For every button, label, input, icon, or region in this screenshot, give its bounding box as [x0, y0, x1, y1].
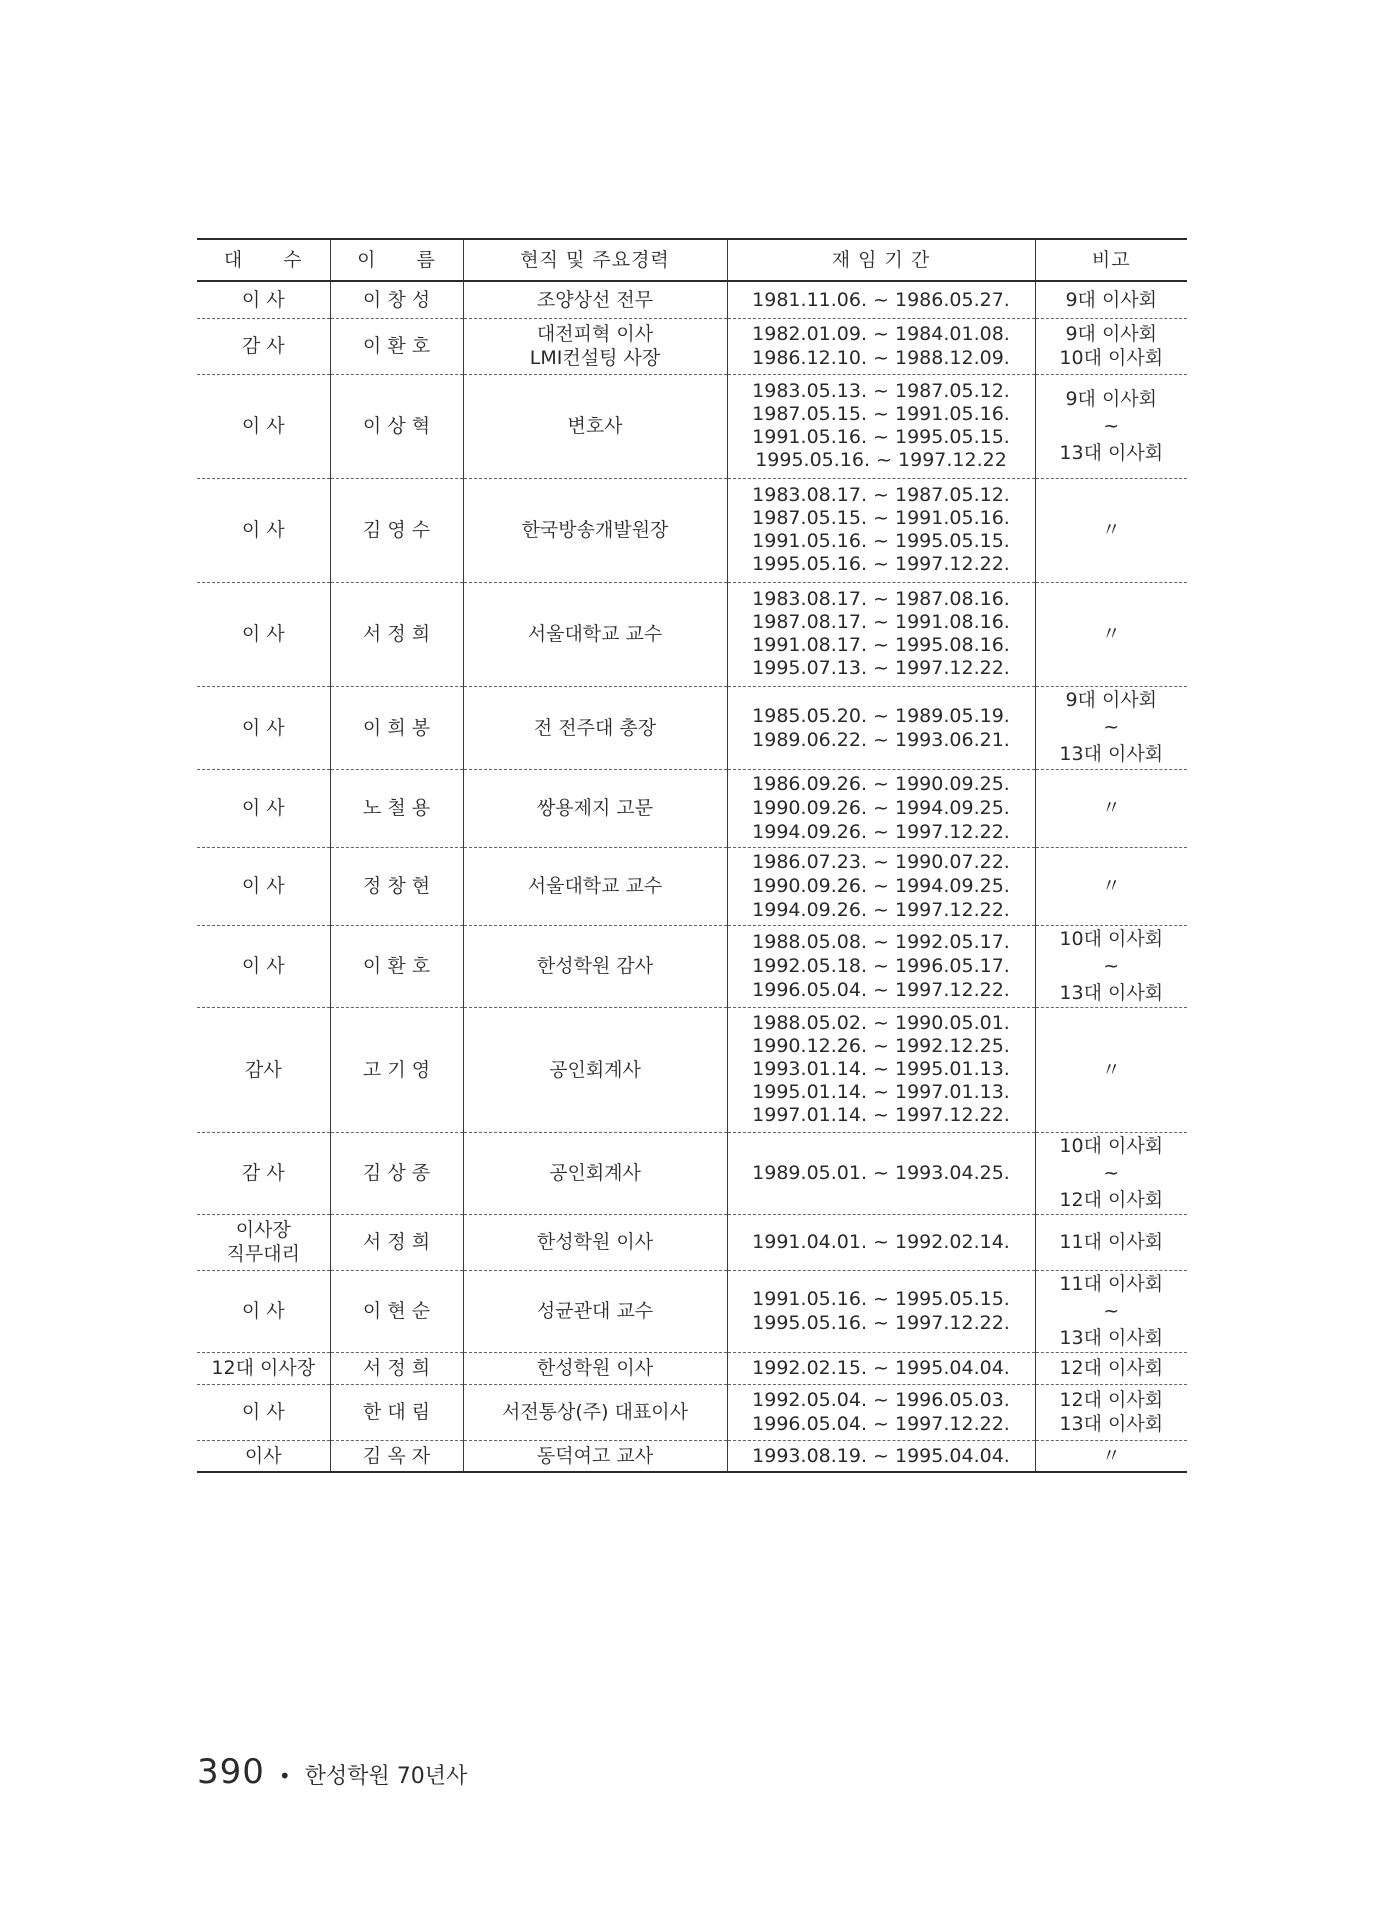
career-line: 성균관대 교수	[536, 1300, 654, 1322]
note-line: 12대 이사회	[1059, 1389, 1164, 1411]
cell-position	[197, 1352, 330, 1384]
book-title: 한성학원 70년사	[304, 1764, 468, 1789]
cell-note	[1035, 1270, 1187, 1352]
cell-position	[197, 281, 330, 318]
cell-position	[197, 1132, 330, 1214]
position-line: 이 사	[241, 955, 285, 977]
note-line: ~	[1103, 1161, 1120, 1184]
term-line: 1988.05.08. ~ 1992.05.17.	[752, 931, 1010, 953]
cell-note	[1035, 281, 1187, 318]
cell-career	[463, 1384, 727, 1440]
position-line: 이 사	[241, 288, 285, 311]
term-line: 1994.09.26. ~ 1997.12.22.	[752, 821, 1010, 843]
cell-term	[727, 582, 1035, 686]
position-line: 이 사	[241, 797, 285, 819]
table-body	[197, 281, 1187, 1472]
term-line: 1991.05.16. ~ 1995.05.15.	[752, 426, 1010, 448]
note-line: 〃	[1101, 797, 1121, 819]
cell-name	[330, 1440, 463, 1472]
table-row	[197, 769, 1187, 847]
career-line: 서울대학교 교수	[527, 875, 663, 897]
cell-name	[330, 769, 463, 847]
term-line: 1983.08.17. ~ 1987.08.16.	[752, 588, 1010, 610]
header-name: 이 름	[330, 239, 463, 281]
cell-term	[727, 478, 1035, 582]
term-line: 1986.09.26. ~ 1990.09.25.	[752, 773, 1010, 795]
cell-name	[330, 582, 463, 686]
table-row	[197, 582, 1187, 686]
cell-career	[463, 374, 727, 478]
position-line: 감사	[244, 1058, 282, 1081]
cell-term	[727, 1132, 1035, 1214]
header-note: 비고	[1035, 239, 1187, 281]
term-line: 1995.05.16. ~ 1997.12.22.	[752, 553, 1010, 575]
cell-note	[1035, 1132, 1187, 1214]
table-row	[197, 281, 1187, 318]
position-line: 이 사	[241, 415, 285, 437]
note-line: 〃	[1101, 1444, 1121, 1467]
name-line: 김 옥 자	[362, 1444, 431, 1467]
cell-career	[463, 686, 727, 769]
table-row	[197, 925, 1187, 1007]
cell-position	[197, 686, 330, 769]
table-row	[197, 847, 1187, 925]
position-line: 이 사	[241, 623, 285, 645]
cell-name	[330, 925, 463, 1007]
note-line: 〃	[1101, 623, 1121, 645]
page-footer	[197, 1752, 467, 1802]
term-line: 1985.05.20. ~ 1989.05.19.	[752, 704, 1010, 727]
cell-career	[463, 1270, 727, 1352]
cell-note	[1035, 847, 1187, 925]
cell-note	[1035, 925, 1187, 1007]
header-career: 현직 및 주요경력	[463, 239, 727, 281]
cell-career	[463, 925, 727, 1007]
position-line: 이 사	[241, 1401, 285, 1423]
cell-position	[197, 1270, 330, 1352]
cell-term	[727, 1384, 1035, 1440]
cell-position	[197, 925, 330, 1007]
name-line: 김 상 종	[362, 1162, 431, 1184]
career-line: LMI컨설팅 사장	[529, 347, 661, 369]
cell-career	[463, 1007, 727, 1132]
cell-note	[1035, 582, 1187, 686]
position-line: 이 사	[241, 875, 285, 897]
note-line: 〃	[1101, 875, 1121, 897]
cell-name	[330, 281, 463, 318]
term-line: 1987.08.17. ~ 1991.08.16.	[752, 611, 1010, 633]
cell-position	[197, 1007, 330, 1132]
note-line: 13대 이사회	[1059, 1326, 1164, 1349]
note-line: 10대 이사회	[1059, 1134, 1164, 1157]
cell-career	[463, 1440, 727, 1472]
cell-name	[330, 374, 463, 478]
table-row	[197, 374, 1187, 478]
name-line: 정 창 현	[362, 875, 431, 897]
cell-position	[197, 318, 330, 374]
cell-position	[197, 769, 330, 847]
cell-position	[197, 374, 330, 478]
note-line: 9대 이사회	[1065, 689, 1158, 711]
term-line: 1994.09.26. ~ 1997.12.22.	[752, 899, 1010, 921]
note-line: 13대 이사회	[1059, 441, 1164, 464]
position-line: 이사장	[235, 1219, 291, 1241]
term-line: 1990.12.26. ~ 1992.12.25.	[752, 1035, 1010, 1057]
note-line: 12대 이사회	[1059, 1188, 1164, 1211]
name-line: 이 상 혁	[362, 415, 431, 437]
cell-term	[727, 1007, 1035, 1132]
position-line: 감 사	[241, 335, 285, 357]
cell-position	[197, 847, 330, 925]
cell-name	[330, 686, 463, 769]
cell-note	[1035, 1384, 1187, 1440]
cell-term	[727, 686, 1035, 769]
header-term: 재 임 기 간	[727, 239, 1035, 281]
table-row	[197, 686, 1187, 769]
cell-term	[727, 281, 1035, 318]
cell-career	[463, 582, 727, 686]
cell-name	[330, 1214, 463, 1270]
term-line: 1989.06.22. ~ 1993.06.21.	[752, 728, 1010, 751]
cell-name	[330, 1352, 463, 1384]
cell-position	[197, 1214, 330, 1270]
career-line: 쌍용제지 고문	[536, 797, 654, 819]
position-line: 이사	[244, 1444, 282, 1467]
career-line: 한성학원 이사	[536, 1231, 654, 1253]
cell-note	[1035, 686, 1187, 769]
term-line: 1996.05.04. ~ 1997.12.22.	[752, 1413, 1010, 1435]
footer-separator: •	[278, 1764, 291, 1788]
cell-note	[1035, 478, 1187, 582]
career-line: 공인회계사	[549, 1162, 641, 1184]
table-row	[197, 318, 1187, 374]
cell-career	[463, 769, 727, 847]
note-line: ~	[1103, 1299, 1120, 1322]
term-line: 1995.05.16. ~ 1997.12.22.	[752, 1312, 1010, 1334]
term-line: 1997.01.14. ~ 1997.12.22.	[752, 1104, 1010, 1126]
career-line: 한국방송개발원장	[521, 519, 669, 541]
note-line: 12대 이사회	[1059, 1357, 1164, 1379]
cell-name	[330, 1384, 463, 1440]
table-header-row	[197, 239, 1187, 281]
cell-career	[463, 1214, 727, 1270]
career-line: 대전피혁 이사	[536, 323, 654, 345]
name-line: 이 환 호	[362, 955, 431, 977]
name-line: 한 대 림	[362, 1401, 431, 1423]
term-line: 1983.05.13. ~ 1987.05.12.	[752, 380, 1010, 402]
cell-position	[197, 582, 330, 686]
position-line: 직무대리	[226, 1243, 300, 1265]
note-line: 9대 이사회	[1065, 323, 1158, 345]
cell-position	[197, 1384, 330, 1440]
cell-term	[727, 1440, 1035, 1472]
cell-position	[197, 1440, 330, 1472]
career-line: 한성학원 감사	[536, 955, 654, 977]
table-row	[197, 1132, 1187, 1214]
cell-term	[727, 1352, 1035, 1384]
career-line: 동덕여고 교사	[536, 1444, 654, 1467]
cell-note	[1035, 1214, 1187, 1270]
note-line: 10대 이사회	[1059, 347, 1164, 369]
note-line: ~	[1103, 414, 1120, 437]
position-line: 이 사	[241, 519, 285, 541]
cell-note	[1035, 1352, 1187, 1384]
cell-name	[330, 1007, 463, 1132]
career-line: 서전통상(주) 대표이사	[501, 1401, 689, 1423]
cell-note	[1035, 769, 1187, 847]
note-line: 9대 이사회	[1065, 288, 1158, 311]
page-number: 390	[197, 1752, 265, 1792]
name-line: 이 창 성	[362, 288, 431, 311]
term-line: 1989.05.01. ~ 1993.04.25.	[752, 1162, 1010, 1184]
table-row	[197, 1440, 1187, 1472]
term-line: 1993.08.19. ~ 1995.04.04.	[752, 1444, 1010, 1467]
cell-term	[727, 925, 1035, 1007]
name-line: 이 희 봉	[362, 716, 431, 739]
term-line: 1990.09.26. ~ 1994.09.25.	[752, 875, 1010, 897]
table-row	[197, 1270, 1187, 1352]
cell-career	[463, 318, 727, 374]
note-line: 9대 이사회	[1065, 387, 1158, 410]
career-line: 서울대학교 교수	[527, 623, 663, 645]
term-line: 1987.05.15. ~ 1991.05.16.	[752, 507, 1010, 529]
note-line: 〃	[1101, 519, 1121, 541]
career-line: 조양상선 전무	[536, 288, 654, 311]
table-row	[197, 1007, 1187, 1132]
cell-note	[1035, 1440, 1187, 1472]
term-line: 1992.05.18. ~ 1996.05.17.	[752, 955, 1010, 977]
name-line: 서 정 희	[362, 623, 431, 645]
cell-term	[727, 1214, 1035, 1270]
term-line: 1982.01.09. ~ 1984.01.08.	[752, 323, 1010, 345]
term-line: 1986.07.23. ~ 1990.07.22.	[752, 851, 1010, 873]
note-line: 13대 이사회	[1059, 743, 1164, 765]
position-line: 이 사	[241, 1300, 285, 1322]
name-line: 김 영 수	[362, 519, 431, 541]
cell-term	[727, 847, 1035, 925]
term-line: 1993.01.14. ~ 1995.01.13.	[752, 1058, 1010, 1080]
term-line: 1983.08.17. ~ 1987.05.12.	[752, 484, 1010, 506]
term-line: 1991.04.01. ~ 1992.02.14.	[752, 1231, 1010, 1253]
term-line: 1991.05.16. ~ 1995.05.15.	[752, 530, 1010, 552]
cell-term	[727, 1270, 1035, 1352]
name-line: 고 기 영	[362, 1058, 431, 1081]
table-row	[197, 1352, 1187, 1384]
term-line: 1991.05.16. ~ 1995.05.15.	[752, 1288, 1010, 1310]
position-line: 12대 이사장	[211, 1357, 316, 1379]
cell-name	[330, 1270, 463, 1352]
cell-career	[463, 847, 727, 925]
cell-note	[1035, 318, 1187, 374]
term-line: 1981.11.06. ~ 1986.05.27.	[752, 288, 1010, 311]
term-line: 1996.05.04. ~ 1997.12.22.	[752, 979, 1010, 1001]
cell-name	[330, 478, 463, 582]
cell-career	[463, 1352, 727, 1384]
note-line: 〃	[1101, 1058, 1121, 1081]
term-line: 1995.05.16. ~ 1997.12.22	[755, 449, 1007, 471]
career-line: 한성학원 이사	[536, 1357, 654, 1379]
table-row	[197, 1384, 1187, 1440]
cell-name	[330, 1132, 463, 1214]
career-line: 변호사	[567, 415, 623, 437]
name-line: 서 정 희	[362, 1357, 431, 1379]
header-position: 대 수	[197, 239, 330, 281]
name-line: 이 환 호	[362, 335, 431, 357]
cell-note	[1035, 1007, 1187, 1132]
note-line: ~	[1103, 716, 1120, 738]
cell-note	[1035, 374, 1187, 478]
term-line: 1992.05.04. ~ 1996.05.03.	[752, 1389, 1010, 1411]
cell-career	[463, 478, 727, 582]
note-line: 11대 이사회	[1059, 1272, 1164, 1295]
career-line: 전 전주대 총장	[533, 716, 657, 739]
note-line: 10대 이사회	[1059, 927, 1164, 950]
note-line: 11대 이사회	[1059, 1231, 1164, 1253]
position-line: 이 사	[241, 716, 285, 739]
name-line: 노 철 용	[362, 797, 431, 819]
cell-position	[197, 478, 330, 582]
cell-career	[463, 1132, 727, 1214]
name-line: 서 정 희	[362, 1231, 431, 1253]
term-line: 1995.01.14. ~ 1997.01.13.	[752, 1081, 1010, 1103]
cell-term	[727, 318, 1035, 374]
table-row	[197, 1214, 1187, 1270]
note-line: 13대 이사회	[1059, 981, 1164, 1004]
career-line: 공인회계사	[549, 1058, 641, 1081]
cell-career	[463, 281, 727, 318]
cell-name	[330, 847, 463, 925]
note-line: 13대 이사회	[1059, 1413, 1164, 1435]
name-line: 이 현 순	[362, 1300, 431, 1322]
cell-term	[727, 374, 1035, 478]
cell-term	[727, 769, 1035, 847]
note-line: ~	[1103, 954, 1120, 977]
term-line: 1986.12.10. ~ 1988.12.09.	[752, 347, 1010, 369]
term-line: 1990.09.26. ~ 1994.09.25.	[752, 797, 1010, 819]
term-line: 1995.07.13. ~ 1997.12.22.	[752, 657, 1010, 679]
table-row	[197, 478, 1187, 582]
position-line: 감 사	[241, 1162, 285, 1184]
term-line: 1991.08.17. ~ 1995.08.16.	[752, 634, 1010, 656]
term-line: 1987.05.15. ~ 1991.05.16.	[752, 403, 1010, 425]
term-line: 1988.05.02. ~ 1990.05.01.	[752, 1012, 1010, 1034]
board-members-table	[197, 238, 1187, 1473]
term-line: 1992.02.15. ~ 1995.04.04.	[752, 1357, 1010, 1379]
cell-name	[330, 318, 463, 374]
